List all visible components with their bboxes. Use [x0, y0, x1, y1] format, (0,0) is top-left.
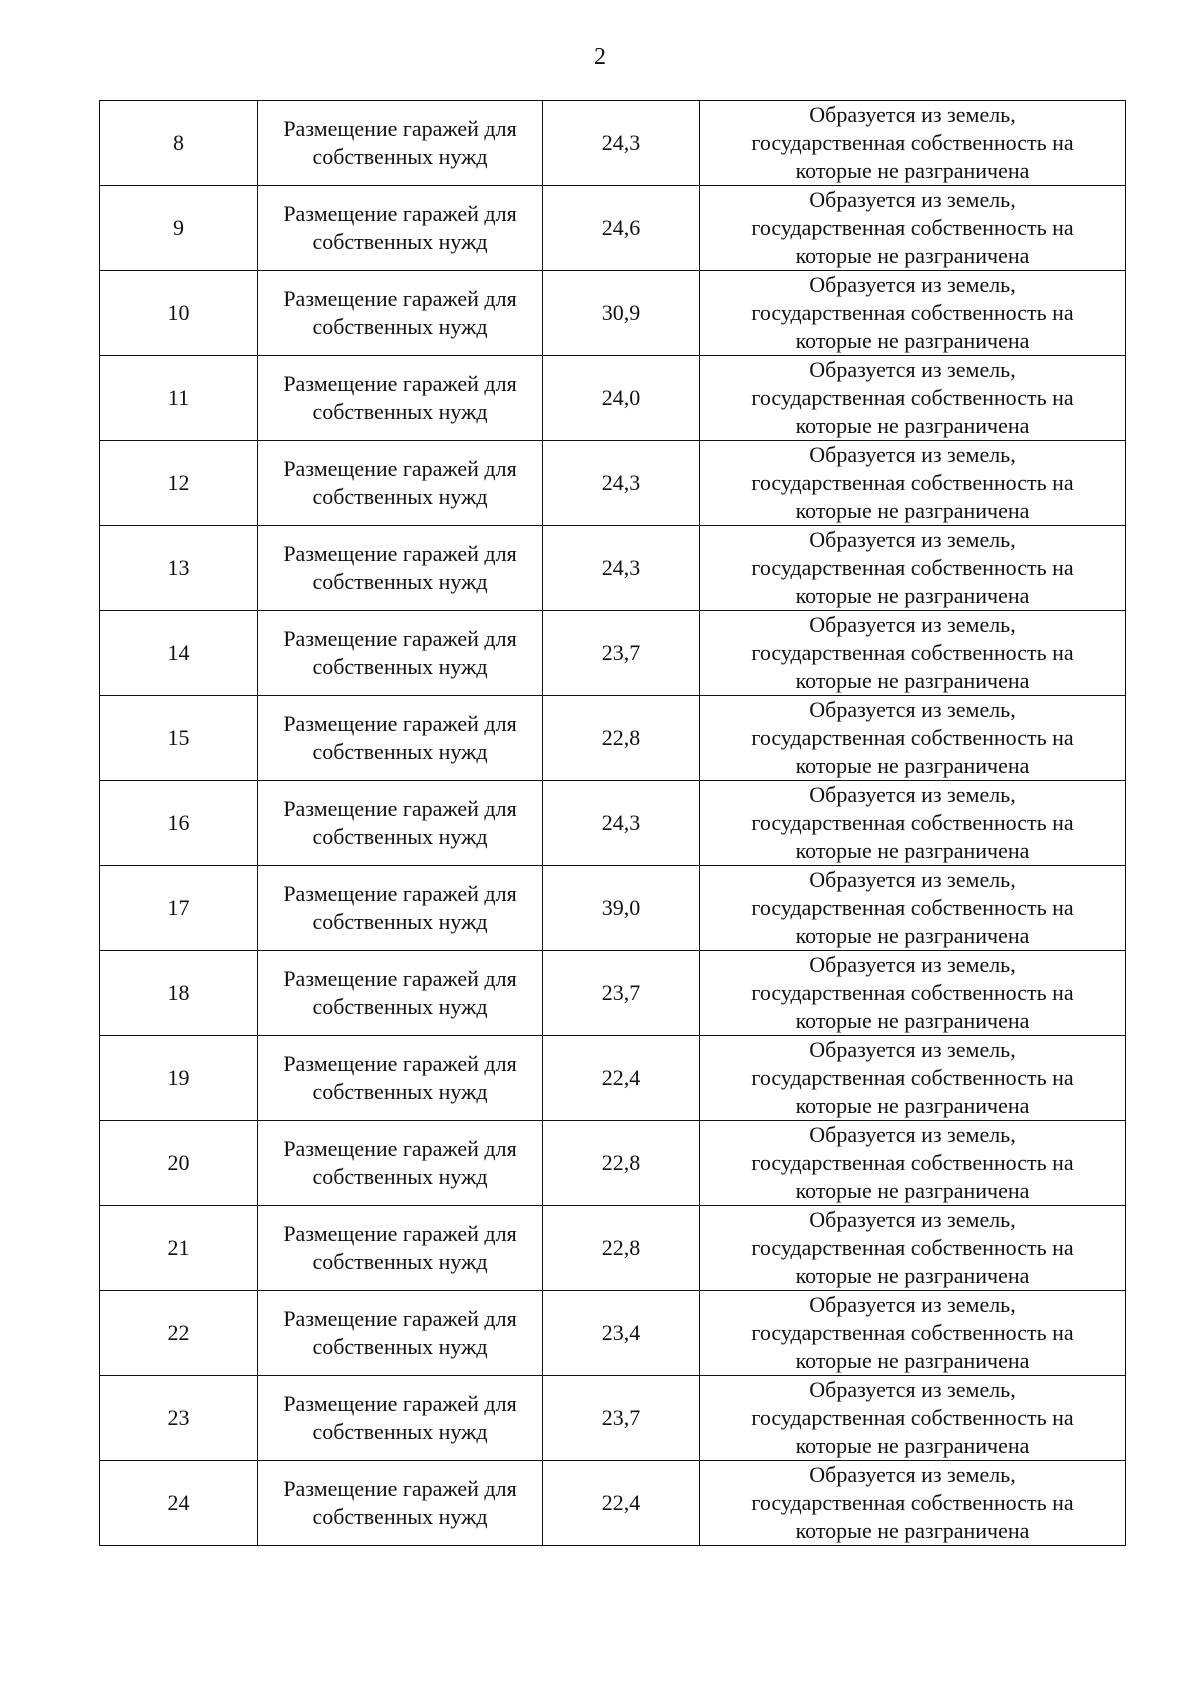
cell-note	[700, 526, 1126, 611]
note-line: Образуется из земель,	[809, 867, 1016, 892]
cell-area: 24,3	[543, 101, 700, 186]
note-line: Образуется из земель,	[809, 102, 1016, 127]
table-row	[100, 526, 1126, 611]
cell-purpose	[258, 951, 543, 1036]
cell-purpose	[258, 271, 543, 356]
cell-note	[700, 1376, 1126, 1461]
purpose-line: собственных нужд	[312, 1419, 488, 1444]
cell-purpose	[258, 1036, 543, 1121]
purpose-line: Размещение гаражей для	[283, 1306, 517, 1331]
table-row	[100, 1206, 1126, 1291]
cell-area: 22,4	[543, 1036, 700, 1121]
table-row	[100, 271, 1126, 356]
cell-purpose	[258, 866, 543, 951]
cell-number: 21	[100, 1206, 258, 1291]
note-line: которые не разграничена	[795, 1433, 1030, 1458]
note-line: государственная собственность на	[751, 640, 1074, 665]
table-row	[100, 866, 1126, 951]
note-line: государственная собственность на	[751, 1150, 1074, 1175]
cell-number: 20	[100, 1121, 258, 1206]
cell-purpose	[258, 1206, 543, 1291]
cell-purpose	[258, 441, 543, 526]
note-line: государственная собственность на	[751, 1235, 1074, 1260]
purpose-line: Размещение гаражей для	[283, 796, 517, 821]
note-line: государственная собственность на	[751, 470, 1074, 495]
purpose-line: Размещение гаражей для	[283, 116, 517, 141]
purpose-line: собственных нужд	[312, 314, 488, 339]
purpose-line: Размещение гаражей для	[283, 1051, 517, 1076]
purpose-line: Размещение гаражей для	[283, 711, 517, 736]
cell-purpose	[258, 1461, 543, 1546]
table-row	[100, 951, 1126, 1036]
cell-number: 23	[100, 1376, 258, 1461]
cell-number: 12	[100, 441, 258, 526]
note-line: которые не разграничена	[795, 1093, 1030, 1118]
table-row	[100, 696, 1126, 781]
cell-note	[700, 441, 1126, 526]
note-line: которые не разграничена	[795, 1263, 1030, 1288]
purpose-line: собственных нужд	[312, 654, 488, 679]
cell-purpose	[258, 356, 543, 441]
cell-note	[700, 1036, 1126, 1121]
cell-area: 30,9	[543, 271, 700, 356]
note-line: Образуется из земель,	[809, 1037, 1016, 1062]
note-line: государственная собственность на	[751, 1405, 1074, 1430]
cell-note	[700, 611, 1126, 696]
purpose-line: Размещение гаражей для	[283, 456, 517, 481]
table-row	[100, 441, 1126, 526]
purpose-line: собственных нужд	[312, 569, 488, 594]
note-line: которые не разграничена	[795, 753, 1030, 778]
purpose-line: собственных нужд	[312, 1164, 488, 1189]
purpose-line: собственных нужд	[312, 1079, 488, 1104]
purpose-line: собственных нужд	[312, 824, 488, 849]
purpose-line: Размещение гаражей для	[283, 371, 517, 396]
purpose-line: Размещение гаражей для	[283, 626, 517, 651]
cell-area: 24,3	[543, 526, 700, 611]
cell-number: 22	[100, 1291, 258, 1376]
purpose-line: собственных нужд	[312, 739, 488, 764]
cell-area: 22,8	[543, 696, 700, 781]
note-line: Образуется из земель,	[809, 1377, 1016, 1402]
cell-purpose	[258, 611, 543, 696]
purpose-line: Размещение гаражей для	[283, 1136, 517, 1161]
purpose-line: Размещение гаражей для	[283, 881, 517, 906]
cell-area: 39,0	[543, 866, 700, 951]
purpose-line: собственных нужд	[312, 399, 488, 424]
note-line: Образуется из земель,	[809, 697, 1016, 722]
cell-note	[700, 101, 1126, 186]
note-line: которые не разграничена	[795, 1008, 1030, 1033]
cell-area: 23,7	[543, 951, 700, 1036]
table-row	[100, 1121, 1126, 1206]
note-line: государственная собственность на	[751, 130, 1074, 155]
note-line: которые не разграничена	[795, 413, 1030, 438]
purpose-line: собственных нужд	[312, 229, 488, 254]
cell-note	[700, 1121, 1126, 1206]
note-line: государственная собственность на	[751, 1490, 1074, 1515]
table-body	[100, 101, 1126, 1546]
table-row	[100, 101, 1126, 186]
note-line: Образуется из земель,	[809, 1462, 1016, 1487]
cell-number: 8	[100, 101, 258, 186]
note-line: которые не разграничена	[795, 668, 1030, 693]
cell-number: 13	[100, 526, 258, 611]
note-line: которые не разграничена	[795, 838, 1030, 863]
note-line: государственная собственность на	[751, 980, 1074, 1005]
purpose-line: собственных нужд	[312, 909, 488, 934]
purpose-line: Размещение гаражей для	[283, 1221, 517, 1246]
note-line: государственная собственность на	[751, 895, 1074, 920]
purpose-line: Размещение гаражей для	[283, 1476, 517, 1501]
note-line: которые не разграничена	[795, 1348, 1030, 1373]
note-line: которые не разграничена	[795, 1518, 1030, 1543]
note-line: Образуется из земель,	[809, 272, 1016, 297]
note-line: Образуется из земель,	[809, 782, 1016, 807]
cell-area: 23,7	[543, 1376, 700, 1461]
cell-purpose	[258, 1291, 543, 1376]
cell-note	[700, 186, 1126, 271]
cell-number: 17	[100, 866, 258, 951]
cell-area: 22,4	[543, 1461, 700, 1546]
table-row	[100, 1461, 1126, 1546]
table-row	[100, 1291, 1126, 1376]
cell-number: 19	[100, 1036, 258, 1121]
note-line: государственная собственность на	[751, 300, 1074, 325]
cell-note	[700, 951, 1126, 1036]
note-line: которые не разграничена	[795, 1178, 1030, 1203]
cell-area: 22,8	[543, 1121, 700, 1206]
note-line: которые не разграничена	[795, 498, 1030, 523]
cell-area: 24,6	[543, 186, 700, 271]
note-line: Образуется из земель,	[809, 187, 1016, 212]
note-line: государственная собственность на	[751, 385, 1074, 410]
page-number: 2	[594, 44, 606, 70]
note-line: Образуется из земель,	[809, 1292, 1016, 1317]
purpose-line: Размещение гаражей для	[283, 541, 517, 566]
cell-number: 18	[100, 951, 258, 1036]
purpose-line: собственных нужд	[312, 1249, 488, 1274]
purpose-line: Размещение гаражей для	[283, 201, 517, 226]
note-line: Образуется из земель,	[809, 357, 1016, 382]
cell-number: 11	[100, 356, 258, 441]
note-line: которые не разграничена	[795, 158, 1030, 183]
note-line: Образуется из земель,	[809, 612, 1016, 637]
table-row	[100, 186, 1126, 271]
cell-area: 22,8	[543, 1206, 700, 1291]
cell-number: 24	[100, 1461, 258, 1546]
cell-note	[700, 1461, 1126, 1546]
note-line: которые не разграничена	[795, 328, 1030, 353]
cell-number: 14	[100, 611, 258, 696]
note-line: государственная собственность на	[751, 810, 1074, 835]
note-line: которые не разграничена	[795, 583, 1030, 608]
purpose-line: собственных нужд	[312, 144, 488, 169]
table-row	[100, 1036, 1126, 1121]
table-row	[100, 611, 1126, 696]
cell-note	[700, 271, 1126, 356]
purpose-line: собственных нужд	[312, 994, 488, 1019]
cell-purpose	[258, 1376, 543, 1461]
cell-purpose	[258, 101, 543, 186]
cell-area: 24,0	[543, 356, 700, 441]
cell-purpose	[258, 526, 543, 611]
cell-area: 24,3	[543, 441, 700, 526]
cell-purpose	[258, 781, 543, 866]
note-line: Образуется из земель,	[809, 1122, 1016, 1147]
note-line: Образуется из земель,	[809, 442, 1016, 467]
purpose-line: собственных нужд	[312, 484, 488, 509]
cell-purpose	[258, 186, 543, 271]
cell-note	[700, 356, 1126, 441]
table-row	[100, 356, 1126, 441]
purpose-line: собственных нужд	[312, 1334, 488, 1359]
cell-note	[700, 1206, 1126, 1291]
purpose-line: Размещение гаражей для	[283, 1391, 517, 1416]
cell-note	[700, 866, 1126, 951]
note-line: государственная собственность на	[751, 725, 1074, 750]
cell-area: 23,7	[543, 611, 700, 696]
note-line: которые не разграничена	[795, 243, 1030, 268]
purpose-line: собственных нужд	[312, 1504, 488, 1529]
note-line: Образуется из земель,	[809, 1207, 1016, 1232]
cell-purpose	[258, 1121, 543, 1206]
cell-number: 9	[100, 186, 258, 271]
cell-note	[700, 781, 1126, 866]
cell-area: 24,3	[543, 781, 700, 866]
cell-number: 16	[100, 781, 258, 866]
note-line: которые не разграничена	[795, 923, 1030, 948]
note-line: государственная собственность на	[751, 555, 1074, 580]
table-row	[100, 1376, 1126, 1461]
purpose-line: Размещение гаражей для	[283, 286, 517, 311]
note-line: Образуется из земель,	[809, 952, 1016, 977]
note-line: государственная собственность на	[751, 1320, 1074, 1345]
note-line: Образуется из земель,	[809, 527, 1016, 552]
cell-area: 23,4	[543, 1291, 700, 1376]
land-plots-table	[99, 100, 1126, 1546]
cell-note	[700, 1291, 1126, 1376]
purpose-line: Размещение гаражей для	[283, 966, 517, 991]
note-line: государственная собственность на	[751, 215, 1074, 240]
cell-number: 10	[100, 271, 258, 356]
cell-number: 15	[100, 696, 258, 781]
note-line: государственная собственность на	[751, 1065, 1074, 1090]
table-row	[100, 781, 1126, 866]
cell-purpose	[258, 696, 543, 781]
cell-note	[700, 696, 1126, 781]
